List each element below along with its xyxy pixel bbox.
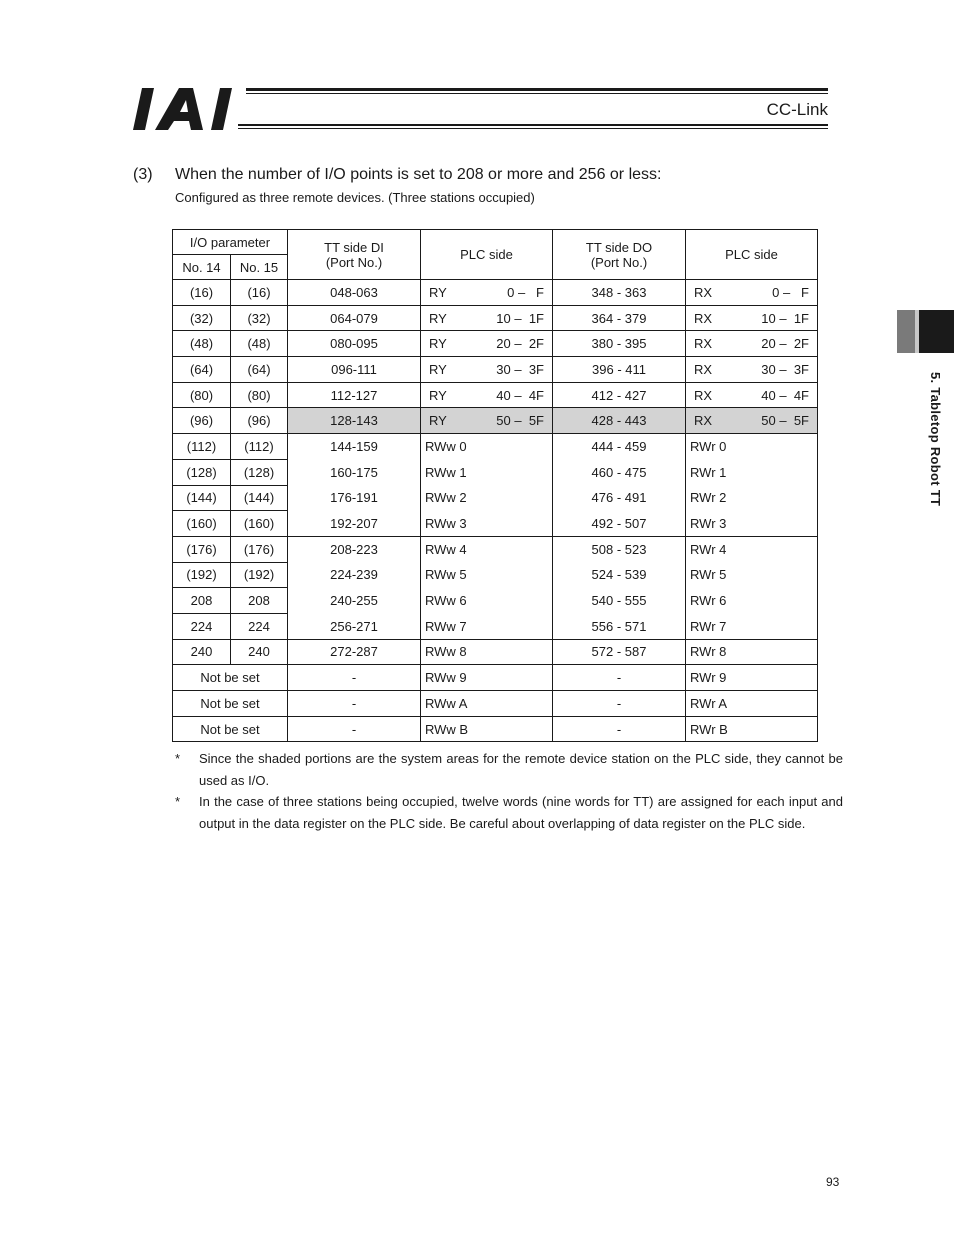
tt-di-cell: 272-287	[288, 639, 421, 665]
plc-side-cell: RWw 7	[421, 613, 553, 639]
tt-do-cell: 476 - 491	[553, 485, 686, 511]
no15-cell: (96)	[231, 408, 288, 434]
no14-cell: (112)	[173, 434, 231, 460]
tt-do-cell: 508 - 523	[553, 536, 686, 562]
param-cell: Not be set	[173, 665, 288, 691]
plc-side-cell	[421, 382, 553, 408]
tt-do-cell: 396 - 411	[553, 357, 686, 383]
io-assignment-table	[172, 229, 818, 742]
plc-address-range	[690, 413, 817, 428]
note-marker: *	[175, 794, 181, 809]
header-io-parameter: I/O parameter	[173, 230, 288, 255]
tt-do-cell: 444 - 459	[553, 434, 686, 460]
plc-side-cell: RWr 1	[686, 459, 818, 485]
plc-side-cell	[421, 357, 553, 383]
plc-address-range	[690, 311, 817, 326]
chapter-tab-marker	[919, 310, 954, 353]
tt-di-cell: 208-223	[288, 536, 421, 562]
plc-address-range	[425, 311, 552, 326]
chapter-tab-marker	[897, 310, 915, 353]
no14-cell: 240	[173, 639, 231, 665]
tt-di-cell: 160-175	[288, 459, 421, 485]
tt-di-cell: 096-111	[288, 357, 421, 383]
plc-side-cell: RWw 0	[421, 434, 553, 460]
tt-di-cell: 080-095	[288, 331, 421, 357]
plc-device-prefix: RX	[694, 284, 713, 300]
plc-device-prefix: RX	[694, 336, 713, 352]
plc-device-prefix: RY	[429, 387, 447, 403]
chapter-label: 5. Tabletop Robot TT	[928, 372, 943, 507]
plc-device-prefix: RY	[429, 361, 447, 377]
plc-side-cell	[421, 331, 553, 357]
tt-do-cell: 428 - 443	[553, 408, 686, 434]
section-title: When the number of I/O points is set to 208 or more and 256 or less:	[175, 166, 662, 183]
tt-do-cell: 540 - 555	[553, 588, 686, 614]
plc-side-cell: RWr 8	[686, 639, 818, 665]
plc-device-prefix: RX	[694, 310, 713, 326]
tt-di-cell: 112-127	[288, 382, 421, 408]
no14-cell: (16)	[173, 280, 231, 306]
tt-do-cell: 364 - 379	[553, 305, 686, 331]
header-rule	[246, 88, 828, 91]
note-text: In the case of three stations being occupied, twelve words (nine words for TT) are assigned for each input and output in the data register on the PLC side. Be careful about overlapping of data register on the PLC side.	[199, 794, 843, 831]
table-row	[173, 536, 818, 562]
no15-cell: 224	[231, 613, 288, 639]
tt-di-cell: -	[288, 691, 421, 717]
header-tt-side-do: TT side DO (Port No.)	[553, 230, 686, 280]
tt-do-cell: -	[553, 691, 686, 717]
plc-address-range	[425, 388, 552, 403]
tt-di-cell: 048-063	[288, 280, 421, 306]
plc-device-range: 10 – 1F	[496, 310, 544, 326]
plc-address-range	[690, 388, 817, 403]
table-row	[173, 485, 818, 511]
plc-side-cell	[686, 357, 818, 383]
table-row	[173, 434, 818, 460]
tt-di-cell: 128-143	[288, 408, 421, 434]
no14-cell: (160)	[173, 511, 231, 537]
table-row	[173, 588, 818, 614]
document-title: CC-Link	[766, 100, 828, 119]
page-number: 93	[826, 1175, 840, 1189]
no14-cell: (192)	[173, 562, 231, 588]
plc-side-cell: RWw 3	[421, 511, 553, 537]
plc-address-range	[425, 413, 552, 428]
note-text: Since the shaded portions are the system areas for the remote device station on the PLC side, they cannot be used as I/O.	[199, 751, 843, 788]
tt-di-cell: 192-207	[288, 511, 421, 537]
plc-device-range: 0 – F	[772, 284, 809, 300]
plc-device-range: 50 – 5F	[496, 413, 544, 429]
table-row	[173, 511, 818, 537]
plc-side-cell	[686, 408, 818, 434]
table-row	[173, 665, 818, 691]
plc-device-prefix: RY	[429, 310, 447, 326]
plc-side-cell: RWr 5	[686, 562, 818, 588]
table-row	[173, 562, 818, 588]
plc-device-prefix: RX	[694, 387, 713, 403]
plc-side-cell: RWr 6	[686, 588, 818, 614]
table-row	[173, 691, 818, 717]
no14-cell: (80)	[173, 382, 231, 408]
no15-cell: (160)	[231, 511, 288, 537]
plc-address-range	[690, 336, 817, 351]
table-row	[173, 305, 818, 331]
plc-device-prefix: RY	[429, 413, 447, 429]
plc-device-range: 30 – 3F	[761, 361, 809, 377]
tt-do-cell: 492 - 507	[553, 511, 686, 537]
plc-device-prefix: RX	[694, 413, 713, 429]
param-cell: Not be set	[173, 716, 288, 742]
tt-di-cell: 240-255	[288, 588, 421, 614]
header-tt-side-di: TT side DI (Port No.)	[288, 230, 421, 280]
plc-side-cell: RWr 7	[686, 613, 818, 639]
plc-device-range: 30 – 3F	[496, 361, 544, 377]
tt-di-cell: 176-191	[288, 485, 421, 511]
plc-device-range: 20 – 2F	[496, 336, 544, 352]
table-row	[173, 331, 818, 357]
plc-side-cell	[421, 305, 553, 331]
tt-do-cell: 412 - 427	[553, 382, 686, 408]
plc-device-range: 40 – 4F	[761, 387, 809, 403]
table-row	[173, 716, 818, 742]
tt-di-cell: 256-271	[288, 613, 421, 639]
plc-device-range: 10 – 1F	[761, 310, 809, 326]
tt-do-cell: 460 - 475	[553, 459, 686, 485]
plc-side-cell	[686, 305, 818, 331]
plc-address-range	[690, 362, 817, 377]
no15-cell: (64)	[231, 357, 288, 383]
section-subtitle: Configured as three remote devices. (Three stations occupied)	[175, 190, 535, 205]
tt-di-cell: -	[288, 665, 421, 691]
no15-cell: (176)	[231, 536, 288, 562]
plc-side-cell: RWw 5	[421, 562, 553, 588]
table-row	[173, 382, 818, 408]
plc-side-cell: RWr 9	[686, 665, 818, 691]
no15-cell: 240	[231, 639, 288, 665]
header-plc-side: PLC side	[686, 230, 818, 280]
plc-device-prefix: RY	[429, 284, 447, 300]
no14-cell: 208	[173, 588, 231, 614]
plc-device-range: 40 – 4F	[496, 387, 544, 403]
no15-cell: 208	[231, 588, 288, 614]
plc-device-prefix: RX	[694, 361, 713, 377]
no15-cell: (128)	[231, 459, 288, 485]
plc-side-cell	[421, 408, 553, 434]
plc-address-range	[425, 362, 552, 377]
plc-side-cell	[686, 382, 818, 408]
plc-device-range: 0 – F	[507, 284, 544, 300]
plc-side-cell: RWw 1	[421, 459, 553, 485]
plc-side-cell: RWr 4	[686, 536, 818, 562]
plc-address-range	[425, 285, 552, 300]
table-row	[173, 408, 818, 434]
no15-cell: (144)	[231, 485, 288, 511]
plc-side-cell: RWr 2	[686, 485, 818, 511]
plc-device-range: 50 – 5F	[761, 413, 809, 429]
plc-side-cell: RWw 2	[421, 485, 553, 511]
plc-address-range	[425, 336, 552, 351]
header-rule	[238, 128, 828, 129]
note-marker: *	[175, 751, 181, 766]
tt-do-cell: -	[553, 665, 686, 691]
tt-di-cell: 064-079	[288, 305, 421, 331]
plc-side-cell: RWr A	[686, 691, 818, 717]
tt-do-cell: 380 - 395	[553, 331, 686, 357]
tt-do-cell: -	[553, 716, 686, 742]
plc-side-cell: RWr 0	[686, 434, 818, 460]
plc-side-cell: RWw 6	[421, 588, 553, 614]
no14-cell: (32)	[173, 305, 231, 331]
param-cell: Not be set	[173, 691, 288, 717]
plc-side-cell: RWw A	[421, 691, 553, 717]
table-row	[173, 639, 818, 665]
no15-cell: (80)	[231, 382, 288, 408]
table-row	[173, 280, 818, 306]
plc-device-prefix: RY	[429, 336, 447, 352]
tt-do-cell: 348 - 363	[553, 280, 686, 306]
plc-side-cell	[686, 331, 818, 357]
table-row	[173, 357, 818, 383]
no14-cell: (48)	[173, 331, 231, 357]
plc-side-cell	[421, 280, 553, 306]
no15-cell: (16)	[231, 280, 288, 306]
tt-do-cell: 524 - 539	[553, 562, 686, 588]
no15-cell: (32)	[231, 305, 288, 331]
header-rule	[238, 124, 828, 126]
plc-side-cell: RWr 3	[686, 511, 818, 537]
tt-do-cell: 572 - 587	[553, 639, 686, 665]
no14-cell: (176)	[173, 536, 231, 562]
plc-side-cell: RWw 4	[421, 536, 553, 562]
no15-cell: (48)	[231, 331, 288, 357]
plc-device-range: 20 – 2F	[761, 336, 809, 352]
no15-cell: (112)	[231, 434, 288, 460]
plc-address-range	[690, 285, 817, 300]
table-row	[173, 459, 818, 485]
no14-cell: (64)	[173, 357, 231, 383]
table-row	[173, 613, 818, 639]
no14-cell: (128)	[173, 459, 231, 485]
header-no15: No. 15	[231, 255, 288, 280]
no14-cell: (144)	[173, 485, 231, 511]
plc-side-cell: RWw 8	[421, 639, 553, 665]
section-number: (3)	[133, 166, 153, 183]
tt-di-cell: 144-159	[288, 434, 421, 460]
iai-logo	[133, 88, 241, 130]
plc-side-cell: RWr B	[686, 716, 818, 742]
tt-di-cell: -	[288, 716, 421, 742]
tt-do-cell: 556 - 571	[553, 613, 686, 639]
header-plc-side: PLC side	[421, 230, 553, 280]
header-no14: No. 14	[173, 255, 231, 280]
tt-di-cell: 224-239	[288, 562, 421, 588]
header-rule	[246, 93, 828, 94]
no14-cell: 224	[173, 613, 231, 639]
plc-side-cell: RWw B	[421, 716, 553, 742]
plc-side-cell: RWw 9	[421, 665, 553, 691]
no15-cell: (192)	[231, 562, 288, 588]
no14-cell: (96)	[173, 408, 231, 434]
plc-side-cell	[686, 280, 818, 306]
